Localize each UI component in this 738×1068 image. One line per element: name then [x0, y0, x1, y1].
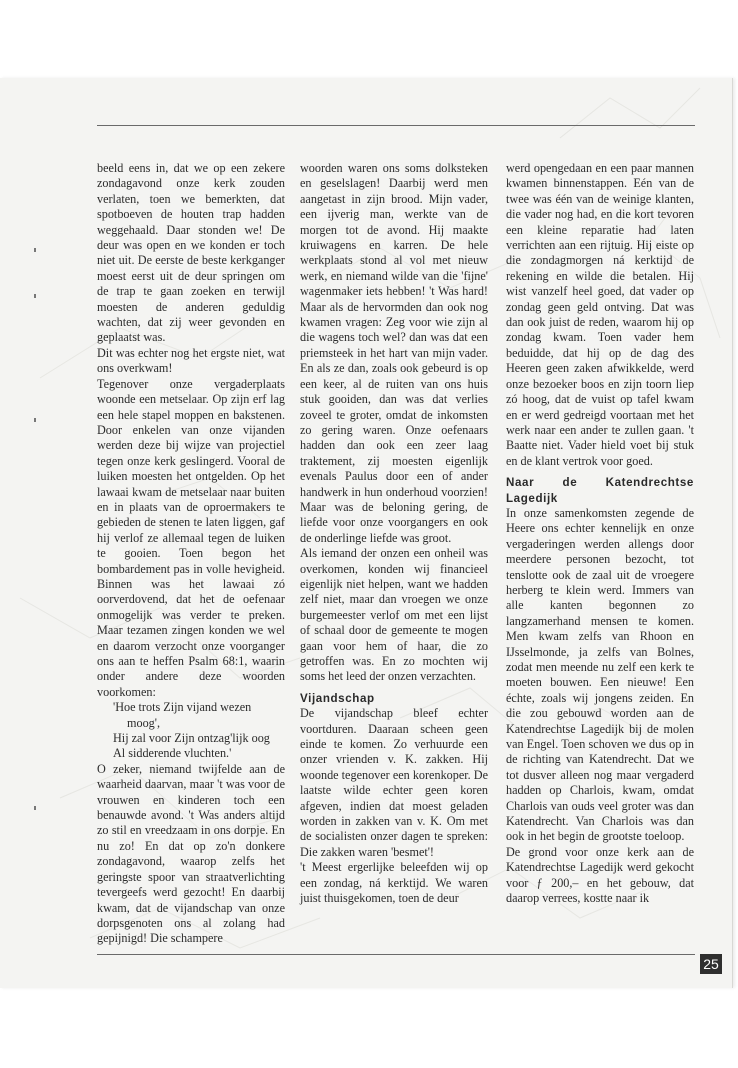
page-number: 25 [700, 954, 722, 974]
paragraph: Tegenover onze vergaderplaats woonde een metselaar. Op zijn erf lag een hele stapel moppen en bakstenen. Door enkelen van onze vijanden werden deze bij wijze van projectiel tegen onze kerk geslingerd. Vooral de luiken moesten het ontgelden. Op het lawaai kwam de metselaar naar buiten en in plaats van de oproermakers te gebieden de stenen te laten liggen, gaf hij verlof ze allemaal tegen de luiken te gooien. Toen begon het bombardement pas in volle hevigheid. Binnen was het lawaai zó oorverdovend, dat het de oefenaar onmogelijk was verder te preken. Maar tezamen zingen konden we wel en daarom verzocht onze voorganger ons aan te heffen Psalm 68:1, waarin onder andere deze woorden voorkomen: [97, 376, 285, 699]
book-page [0, 78, 733, 988]
text-column-3 [506, 161, 694, 907]
margin-mark [34, 248, 36, 252]
paragraph: Als iemand der onzen een onheil was overkomen, konden wij financieel eigenlijk niet helpen, want we hadden zelf niet, maar dan vroegen we onze burgemeester verlof om met een lijst of schaal door de gemeente te mogen gaan voor hem of haar, die zo getroffen was. En zo mochten wij soms het leed der onzen verzachten. [300, 546, 488, 684]
section-heading: Naar de Katendrechtse Lagedijk [506, 476, 694, 505]
bottom-rule [97, 954, 695, 955]
paragraph: 't Meest ergerlijke beleefden wij op een zondag, ná kerktijd. We waren juist thuisgekomen, toen de deur [300, 860, 488, 906]
quote-line: 'Hoe trots Zijn vijand wezen [113, 700, 252, 715]
text-column-2 [300, 161, 488, 907]
paragraph: woorden waren ons soms dolksteken en geselslagen! Daarbij werd men aangetast in zijn brood. Mijn vader, een ijverig man, werkte van de morgen tot de avond. Hij maakte kruiwagens en karren. De hele werkplaats stond al vol met nieuw werk, en niemand wilde van die 'fijne' wagenmaker iets hebben! 't Was hard! Maar als de hervormden dan ook nog kwamen vragen: Zeg voor wie zijn al die wagens toch wel? dan was dat een priemsteek in het hart van mijn vader. En als ze dan, zoals ook gebeurd is op een keer, al de ruiten van ons huis stuk gooiden, dan was dat verlies zoveel te groter, omdat de inkomsten zo gering waren. Onze oefenaars hadden dan ook een zeer laag traktement, zij moesten eigenlijk evenals Paulus door een of ander handwerk in hun onderhoud voorzien! Maar was de beloning gering, de liefde voor onze voorgangers en ook de onderlinge liefde was groot. [300, 161, 488, 545]
margin-mark [34, 806, 36, 810]
paragraph: In onze samenkomsten zegende de Heere ons echter kennelijk en onze vergaderingen werden allengs door meerdere personen bezocht, tot tenslotte ook de zaal uit de vroegere herberg te klein werd. Immers van alle kanten begonnen zo langzamerhand mensen te komen. Men kwam zelfs van Rhoon en IJsselmonde, ja zelfs van Bolnes, zodat men meende nu zelf een kerk te moeten bouwen. Een nieuwe! Een échte, zoals wij jongens zeiden. En die zou gebouwd worden aan de Katendrechtse Lagedijk bij de molen van Engel. Toen schoven we dus op in de richting van Katendrecht. Dat we tot dusver alleen nog maar vergaderd hadden op Charlois, kwam, omdat Charlois van ouds veel groter was dan Katendrecht. Van Charlois was dan ook in het begin de grootste toeloop. [506, 505, 694, 844]
section-heading: Vijandschap [300, 691, 375, 705]
psalm-quote [97, 700, 285, 762]
paragraph: Dit was echter nog het ergste niet, wat ons overkwam! [97, 345, 285, 376]
margin-mark [34, 418, 36, 422]
paragraph: O zeker, niemand twijfelde aan de waarheid daarvan, maar 't was voor de vrouwen en kinderen toch een benauwde avond. 't Was anders altijd zo stil en vreedzaam in ons dorpje. En nu zo! En dat op zo'n donkere zondagavond, waarop zelfs het geringste spoor van straatverlichting tevergeefs werd gezocht! En daarbij kwam, dat de vijandschap van onze dorpsgenoten ons al zolang had gepijnigd! Die schampere [97, 761, 285, 946]
paragraph: beeld eens in, dat we op een zekere zondagavond onze kerk zouden verlaten, toen we bemerkten, dat spotboeven de houten trap hadden weggehaald. Daar stonden we! De deur was open en we konden er toch niet uit. De eerste de beste kerkganger moest eerst uit de deur springen om de trap te gaan zoeken en terwijl moesten de anderen geduldig wachten, dat zij weer gevonden en geplaatst was. [97, 161, 285, 345]
top-rule [97, 125, 695, 126]
paragraph: werd opengedaan en een paar mannen kwamen binnenstappen. Eén van de twee was één van de weinige klanten, die vader nog had, en die kort tevoren een kleine reparatie had laten verrichten aan een rijtuig. Hij eiste op die zondagmorgen ná kerktijd de rekening en wilde die betalen. Hij wist vanzelf heel goed, dat vader op zondag geen geld ontving. Dat was dan ook juist de reden, waarom hij op zondag kwam. Toen vader hem beduidde, dat hij op de dag des Heeren geen zaken afwikkelde, werd onze bezoeker boos en zijn toorn liep zó hoog, dat de vuist op tafel kwam en er werd gedreigd voortaan met het werk naar een ander te zullen gaan. 't Baatte niet. Vader hield voet bij stuk en de klant vertrok voor goed. [506, 161, 694, 468]
margin-mark [34, 294, 36, 298]
quote-line: moog', [127, 715, 161, 730]
paragraph: De vijandschap bleef echter voortduren. Daaraan scheen geen einde te komen. Zo verhuurde een onzer vrienden v. K. zakken. Hij woonde tegenover een korenkoper. De laatste wilde echter geen koren afgeven, indien dat moest geladen worden in zakken van v. K. Om met de socialisten onzer dagen te spreken: Die zakken waren 'besmet'! [300, 706, 488, 859]
text-column-1 [97, 161, 285, 947]
paragraph: De grond voor onze kerk aan de Katendrechtse Lagedijk werd gekocht voor ƒ 200,– en het gebouw, dat daarop verrees, kostte naar ik [506, 844, 694, 906]
quote-line: Al sidderende vluchten.' [113, 746, 232, 761]
quote-line: Hij zal voor Zijn ontzag'lijk oog [113, 731, 270, 746]
